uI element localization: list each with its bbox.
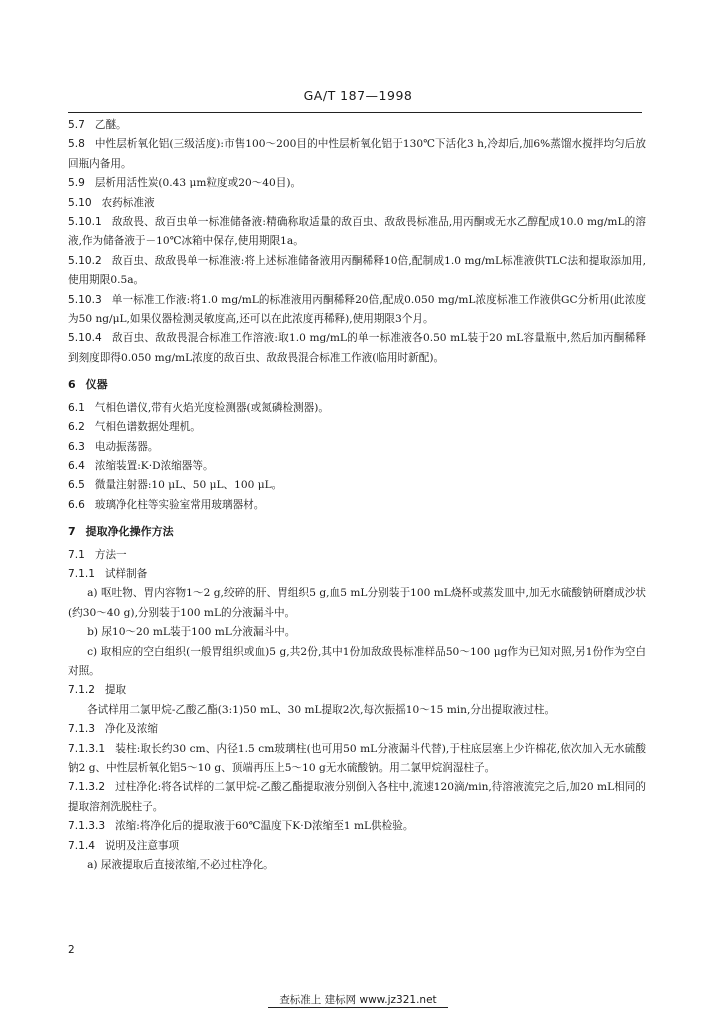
paragraph [68, 291, 646, 330]
page-number: 2 [68, 944, 75, 956]
paragraph [68, 701, 646, 720]
clause-text: 浓缩:将净化后的提取液于60℃温度下K·D浓缩至1 mL供检验。 [115, 820, 414, 833]
clause-number: 7.1 [68, 548, 85, 561]
clause-number: 6.5 [68, 479, 85, 492]
clause-text: 敌敌畏、敌百虫单一标准储备液:精确称取适量的敌百虫、敌敌畏标准品,用丙酮或无水乙醇配成10.0 mg/mL的溶液,作为储备液于－10℃冰箱中保存,使用期限1a。 [68, 216, 646, 248]
clause-number: 7 [68, 525, 76, 539]
clause-text: 说明及注意事项 [104, 839, 180, 852]
clause-text: 气相色谱仪,带有火焰光度检测器(或氮磷检测器)。 [94, 401, 329, 414]
clause-number: 5.10.3 [68, 293, 102, 306]
clause-text: c) 取相应的空白组织(一般胃组织或血)5 g,共2份,其中1份加敌敌畏标准样品50～100 μg作为已知对照,另1份作为空白对照。 [68, 645, 646, 677]
clause-text: 电动振荡器。 [94, 440, 159, 453]
clause-text: 提取 [104, 684, 127, 697]
paragraph [68, 623, 646, 642]
clause-text: 浓缩装置:K·D浓缩器等。 [94, 459, 214, 472]
clause-number: 7.1.3.2 [68, 781, 106, 794]
paragraph [68, 817, 646, 836]
paragraph [68, 457, 646, 476]
clause-number: 5.10 [68, 196, 92, 209]
clause-number: 7.1.2 [68, 684, 95, 697]
clause-text: 各试样用二氯甲烷-乙酸乙酯(3:1)50 mL、30 mL提取2次,每次振摇10～15 min,分出提取液过柱。 [87, 703, 556, 716]
clause-text: 气相色谱数据处理机。 [94, 421, 201, 434]
clause-number: 5.10.4 [68, 332, 102, 345]
paragraph [68, 565, 646, 584]
clause-text: 装柱:取长约30 cm、内径1.5 cm玻璃柱(也可用50 mL分液漏斗代替),于柱底层塞上少许棉花,依次加入无水硫酸钠2 g、中性层析氧化铝5～10 g、顶端再压上5～10 g无水硫酸钠。用二氯甲烷润湿柱子。 [68, 742, 646, 774]
clause-number: 6.1 [68, 401, 85, 414]
paragraph [68, 740, 646, 779]
clause-text: a) 呕吐物、胃内容物1～2 g,绞碎的肝、胃组织5 g,血5 mL分别装于100 mL烧杯或蒸发皿中,加无水硫酸钠研磨成沙状(约30～40 g),分别装于100 mL的分液漏斗中。 [68, 587, 646, 619]
footer-rule [268, 1007, 448, 1008]
paragraph [68, 399, 646, 418]
clause-text: 微量注射器:10 μL、50 μL、100 μL。 [94, 479, 283, 492]
clause-text: 层析用活性炭(0.43 μm粒度或20～40目)。 [94, 177, 302, 190]
clause-number: 6.4 [68, 459, 85, 472]
clause-text: a) 尿液提取后直接浓缩,不必过柱净化。 [87, 859, 274, 872]
paragraph [68, 720, 646, 739]
paragraph [68, 496, 646, 515]
clause-number: 7.1.4 [68, 839, 95, 852]
clause-number: 7.1.3.3 [68, 820, 106, 833]
paragraph [68, 116, 646, 135]
clause-text: 提取净化操作方法 [85, 525, 174, 539]
paragraph [68, 778, 646, 817]
clause-text: b) 尿10～20 mL装于100 mL分液漏斗中。 [87, 626, 296, 639]
clause-text: 单一标准工作液:将1.0 mg/mL的标准液用丙酮稀释20倍,配成0.050 mg/mL浓度标准工作液供GC分析用(此浓度为50 ng/μL,如果仪器检测灵敏度高,还可以在此浓度再稀释),使用期限3个月。 [68, 293, 646, 326]
section-heading [68, 375, 646, 394]
clause-text: 敌百虫、敌敌畏混合标准工作溶液:取1.0 mg/mL的单一标准液各0.50 mL装于20 mL容量瓶中,然后加丙酮稀释到刻度即得0.050 mg/mL浓度的敌百虫、敌敌畏混合标准工作液(临用时新配)。 [68, 332, 646, 364]
clause-number: 7.1.1 [68, 567, 95, 580]
document-header-title: GA/T 187—1998 [303, 88, 413, 103]
paragraph [68, 174, 646, 193]
clause-number: 5.9 [68, 177, 85, 190]
clause-text: 乙醚。 [94, 119, 127, 131]
paragraph [68, 546, 646, 565]
clause-number: 6.6 [68, 498, 85, 511]
paragraph [68, 584, 646, 623]
paragraph [68, 135, 646, 174]
header-rule [68, 112, 642, 113]
clause-number: 5.10.1 [68, 216, 102, 229]
clause-text: 玻璃净化柱等实验室常用玻璃器材。 [94, 498, 265, 511]
clause-number: 6.3 [68, 440, 85, 453]
clause-text: 方法一 [94, 548, 127, 561]
paragraph [68, 837, 646, 856]
paragraph [68, 329, 646, 368]
paragraph [68, 681, 646, 700]
paragraph [68, 856, 646, 875]
paragraph [68, 194, 646, 213]
section-heading [68, 522, 646, 541]
clause-text: 试样制备 [104, 567, 148, 580]
clause-text: 净化及浓缩 [104, 723, 158, 736]
paragraph [68, 476, 646, 495]
clause-number: 6 [68, 378, 76, 392]
paragraph [68, 643, 646, 682]
clause-number: 5.8 [68, 138, 85, 151]
clause-text: 中性层析氧化铝(三级活度):市售100～200目的中性层析氧化铝于130℃下活化3 h,冷却后,加6%蒸馏水搅拌均匀后放回瓶内备用。 [68, 138, 646, 170]
clause-text: 仪器 [85, 378, 108, 392]
clause-number: 5.7 [68, 119, 85, 131]
paragraph [68, 418, 646, 437]
paragraph [68, 252, 646, 291]
paragraph [68, 213, 646, 252]
paragraph [68, 438, 646, 457]
clause-number: 5.10.2 [68, 254, 102, 267]
document-body [68, 116, 646, 875]
clause-number: 7.1.3.1 [68, 742, 106, 755]
clause-number: 7.1.3 [68, 723, 95, 736]
clause-text: 农药标准液 [101, 196, 155, 209]
footer-watermark-text: 查标准上 建标网 www.jz321.net [279, 994, 437, 1006]
clause-text: 过柱净化:将各试样的二氯甲烷-乙酸乙酯提取液分别倒入各柱中,流速120滴/min,待溶液流完之后,加20 mL相同的提取溶剂洗脱柱子。 [68, 781, 646, 813]
clause-number: 6.2 [68, 421, 85, 434]
clause-text: 敌百虫、敌敌畏单一标准液:将上述标准储备液用丙酮稀释10倍,配制成1.0 mg/mL标准液供TLC法和提取添加用,使用期限0.5a。 [68, 254, 646, 287]
